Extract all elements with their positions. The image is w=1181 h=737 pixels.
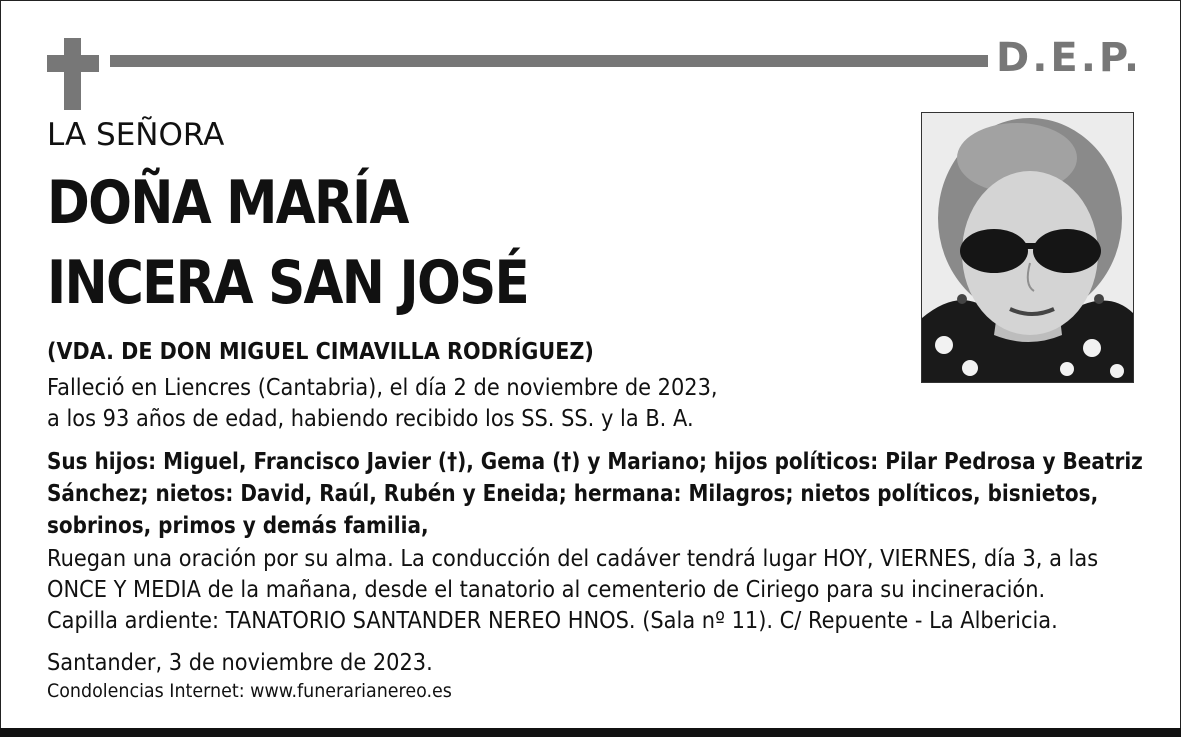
announcement-line3: Capilla ardiente: TANATORIO SANTANDER NEREO HNOS. (Sala nº 11). C/ Repuente - La Albericia. — [47, 608, 1058, 634]
dep-label: D.E.P. — [996, 35, 1143, 81]
title-prefix: LA SEÑORA — [47, 117, 225, 153]
portrait-photo — [921, 112, 1134, 383]
family-line3: sobrinos, primos y demás familia, — [47, 513, 429, 539]
death-info-line2: a los 93 años de edad, habiendo recibido los SS. SS. y la B. A. — [47, 406, 694, 432]
condolences-link[interactable]: Condolencias Internet: www.funerarianereo.es — [47, 680, 452, 702]
deceased-name-line1: DOÑA MARÍA — [47, 168, 408, 238]
family-line1: Sus hijos: Miguel, Francisco Javier (†), Gema (†) y Mariano; hijos políticos: Pilar Pedrosa y Beatriz — [47, 449, 1143, 475]
cross-icon — [47, 38, 99, 110]
announcement-line2: ONCE Y MEDIA de la mañana, desde el tanatorio al cementerio de Ciriego para su incineración. — [47, 577, 1046, 603]
header-rule — [110, 55, 988, 67]
widow-line: (VDA. DE DON MIGUEL CIMAVILLA RODRÍGUEZ) — [47, 339, 594, 365]
death-info-line1: Falleció en Liencres (Cantabria), el día 2 de noviembre de 2023, — [47, 375, 718, 401]
portrait-illustration — [922, 113, 1133, 382]
place-date: Santander, 3 de noviembre de 2023. — [47, 650, 433, 676]
family-list — [47, 446, 1143, 542]
bottom-bar — [0, 728, 1181, 737]
announcement-line1: Ruegan una oración por su alma. La conducción del cadáver tendrá lugar HOY, VIERNES, día 3, a las — [47, 546, 1099, 572]
deceased-name-line2: INCERA SAN JOSÉ — [47, 248, 529, 318]
family-line2: Sánchez; nietos: David, Raúl, Rubén y Eneida; hermana: Milagros; nietos políticos, bisnietos, — [47, 481, 1099, 507]
